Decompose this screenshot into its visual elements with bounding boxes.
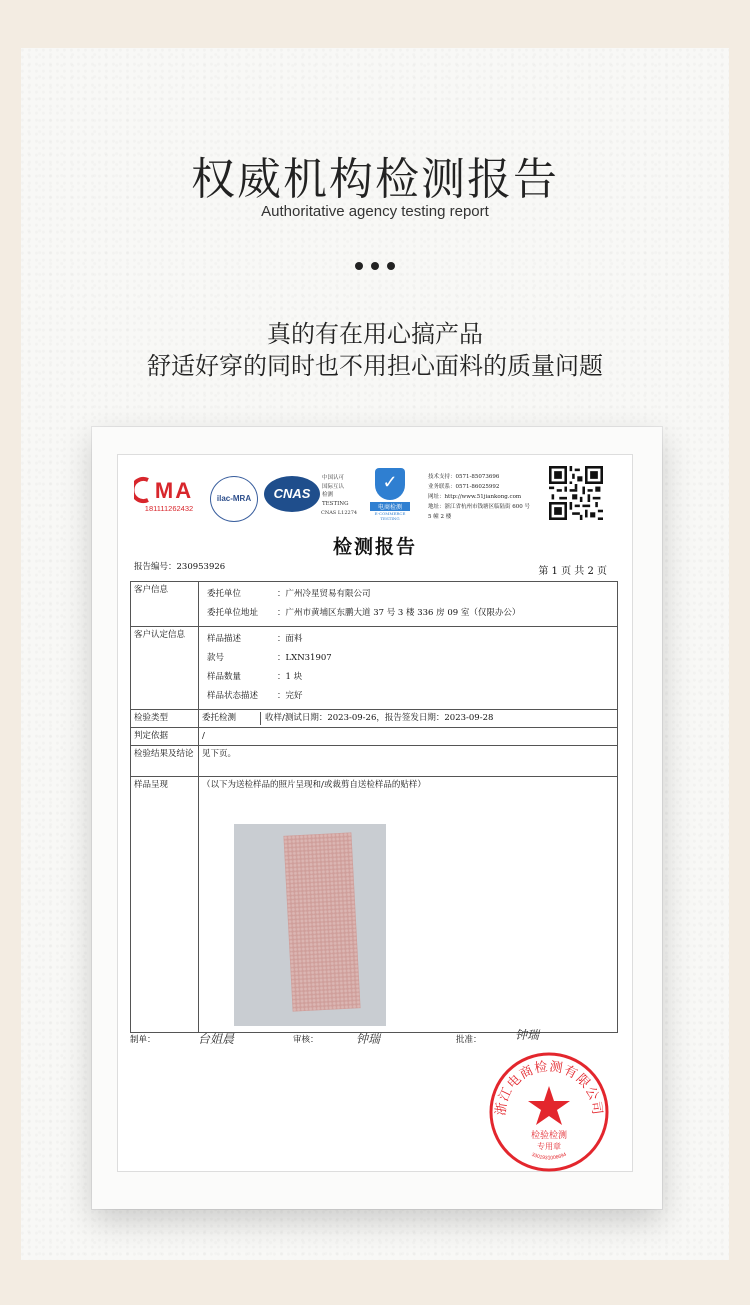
prepared-signature: 台姐晨: [198, 1032, 235, 1046]
reviewed-signature: 钟瑞: [356, 1032, 381, 1046]
field-value: ：广州市黄埔区东鹏大道 37 号 3 楼 336 房 09 室（仅限办公）: [277, 608, 521, 618]
row-label: 检验类型: [131, 710, 199, 728]
table-row: [131, 627, 618, 710]
table-row: [131, 582, 618, 627]
field-value: ：广州冷星贸易有限公司: [277, 589, 371, 599]
reviewed-label: 审核：: [293, 1035, 319, 1045]
svg-text:检验检测: 检验检测: [530, 1131, 568, 1141]
field-label: 款号: [207, 653, 225, 663]
ilac-mra-logo: ilac-MRA: [210, 476, 258, 522]
contact-line: 网址：http://www.51jiankong.com: [428, 494, 522, 500]
contact-line: 5 幢 2 楼: [428, 514, 452, 520]
ec-english-label: E-COMMERCE TESTING: [374, 511, 406, 521]
cnas-caption-line: 国际互认: [322, 483, 345, 490]
field-value: ：LXN31907: [277, 653, 332, 663]
contact-info: [428, 472, 530, 522]
cma-logo: [134, 476, 204, 513]
svg-text:3301931006694: 3301931006694: [530, 1151, 568, 1162]
ec-label: 电商检测: [370, 502, 410, 511]
row-label: 判定依据: [131, 728, 199, 746]
field-value: /: [199, 728, 618, 746]
svg-text:专用章: 专用章: [537, 1142, 561, 1151]
cnas-caption-line: TESTING: [322, 500, 349, 507]
sample-photo: [234, 824, 386, 1026]
field-value: ：1 块: [277, 672, 303, 682]
slogan-line-1: 真的有在用心搞产品: [267, 320, 483, 348]
cnas-number: CNAS L12274: [321, 510, 358, 516]
approved-signature: 钟瑞: [515, 1028, 540, 1042]
official-seal-stamp: [487, 1050, 611, 1174]
cnas-logo: CNAS: [264, 476, 320, 512]
page-subtitle: Authoritative agency testing report: [261, 203, 489, 220]
document-title: 检测报告: [332, 536, 417, 558]
field-value: 委托检测: [202, 712, 261, 725]
test-report-document: [117, 454, 633, 1172]
shield-check-icon: ✓: [375, 468, 405, 500]
field-label: 样品数量: [207, 672, 242, 682]
field-value: （以下为送检样品的照片呈现和/或裁剪自送检样品的贴样）: [202, 780, 426, 790]
contact-line: 业务联系：0571-86025992: [428, 484, 500, 490]
field-value: ：完好: [277, 691, 303, 701]
row-label: 客户认定信息: [131, 627, 199, 710]
cma-c-icon: [134, 476, 204, 504]
table-row: [131, 710, 618, 728]
cma-mark: [134, 476, 204, 504]
contact-line: 地址：浙江省杭州市钱塘区临陆街 600 号: [428, 504, 530, 510]
prepared-label: 制单：: [130, 1035, 156, 1045]
row-label: 检验结果及结论: [131, 746, 199, 777]
cma-number: 181111262432: [144, 504, 194, 513]
svg-text:MA: MA: [154, 478, 194, 503]
approved-label: 批准：: [456, 1035, 482, 1045]
page-title: 权威机构检测报告: [191, 154, 559, 205]
ellipsis-dots: [0, 262, 750, 270]
cnas-caption: [322, 474, 349, 508]
contact-line: 技术支持：0571-85073696: [428, 474, 500, 480]
table-row: [131, 746, 618, 777]
field-label: 样品状态描述: [207, 691, 259, 701]
svg-text:浙江电商检测有限公司: 浙江电商检测有限公司: [493, 1059, 605, 1117]
client-info-block: [202, 584, 525, 624]
row-label: 客户信息: [131, 582, 199, 627]
dot-icon: [371, 262, 379, 270]
field-label: 委托单位地址: [207, 608, 259, 618]
dot-icon: [387, 262, 395, 270]
report-number: 报告编号：230953926: [134, 562, 226, 572]
slogan-line-2: 舒适好穿的同时也不用担心面料的质量问题: [147, 352, 603, 380]
field-label: 委托单位: [207, 589, 242, 599]
pink-fabric-sample: [283, 832, 360, 1011]
field-value: 见下页。: [199, 746, 618, 777]
report-table: [130, 581, 618, 1033]
dot-icon: [355, 262, 363, 270]
page-number: 第 1 页 共 2 页: [538, 566, 607, 577]
table-row: [131, 777, 618, 1033]
ecommerce-testing-logo: [370, 468, 410, 521]
table-row: [131, 728, 618, 746]
cnas-caption-line: 中国认可: [322, 475, 345, 481]
field-label: 样品描述: [207, 634, 242, 644]
qr-code-icon: [549, 466, 603, 520]
field-value: ：面料: [277, 634, 303, 644]
cnas-caption-line: 检测: [322, 492, 334, 498]
row-label: 样品呈现: [131, 777, 199, 1033]
sample-info-block: [202, 629, 337, 707]
dates-value: 收样/测试日期：2023-09-26，报告签发日期：2023-09-28: [265, 713, 494, 723]
